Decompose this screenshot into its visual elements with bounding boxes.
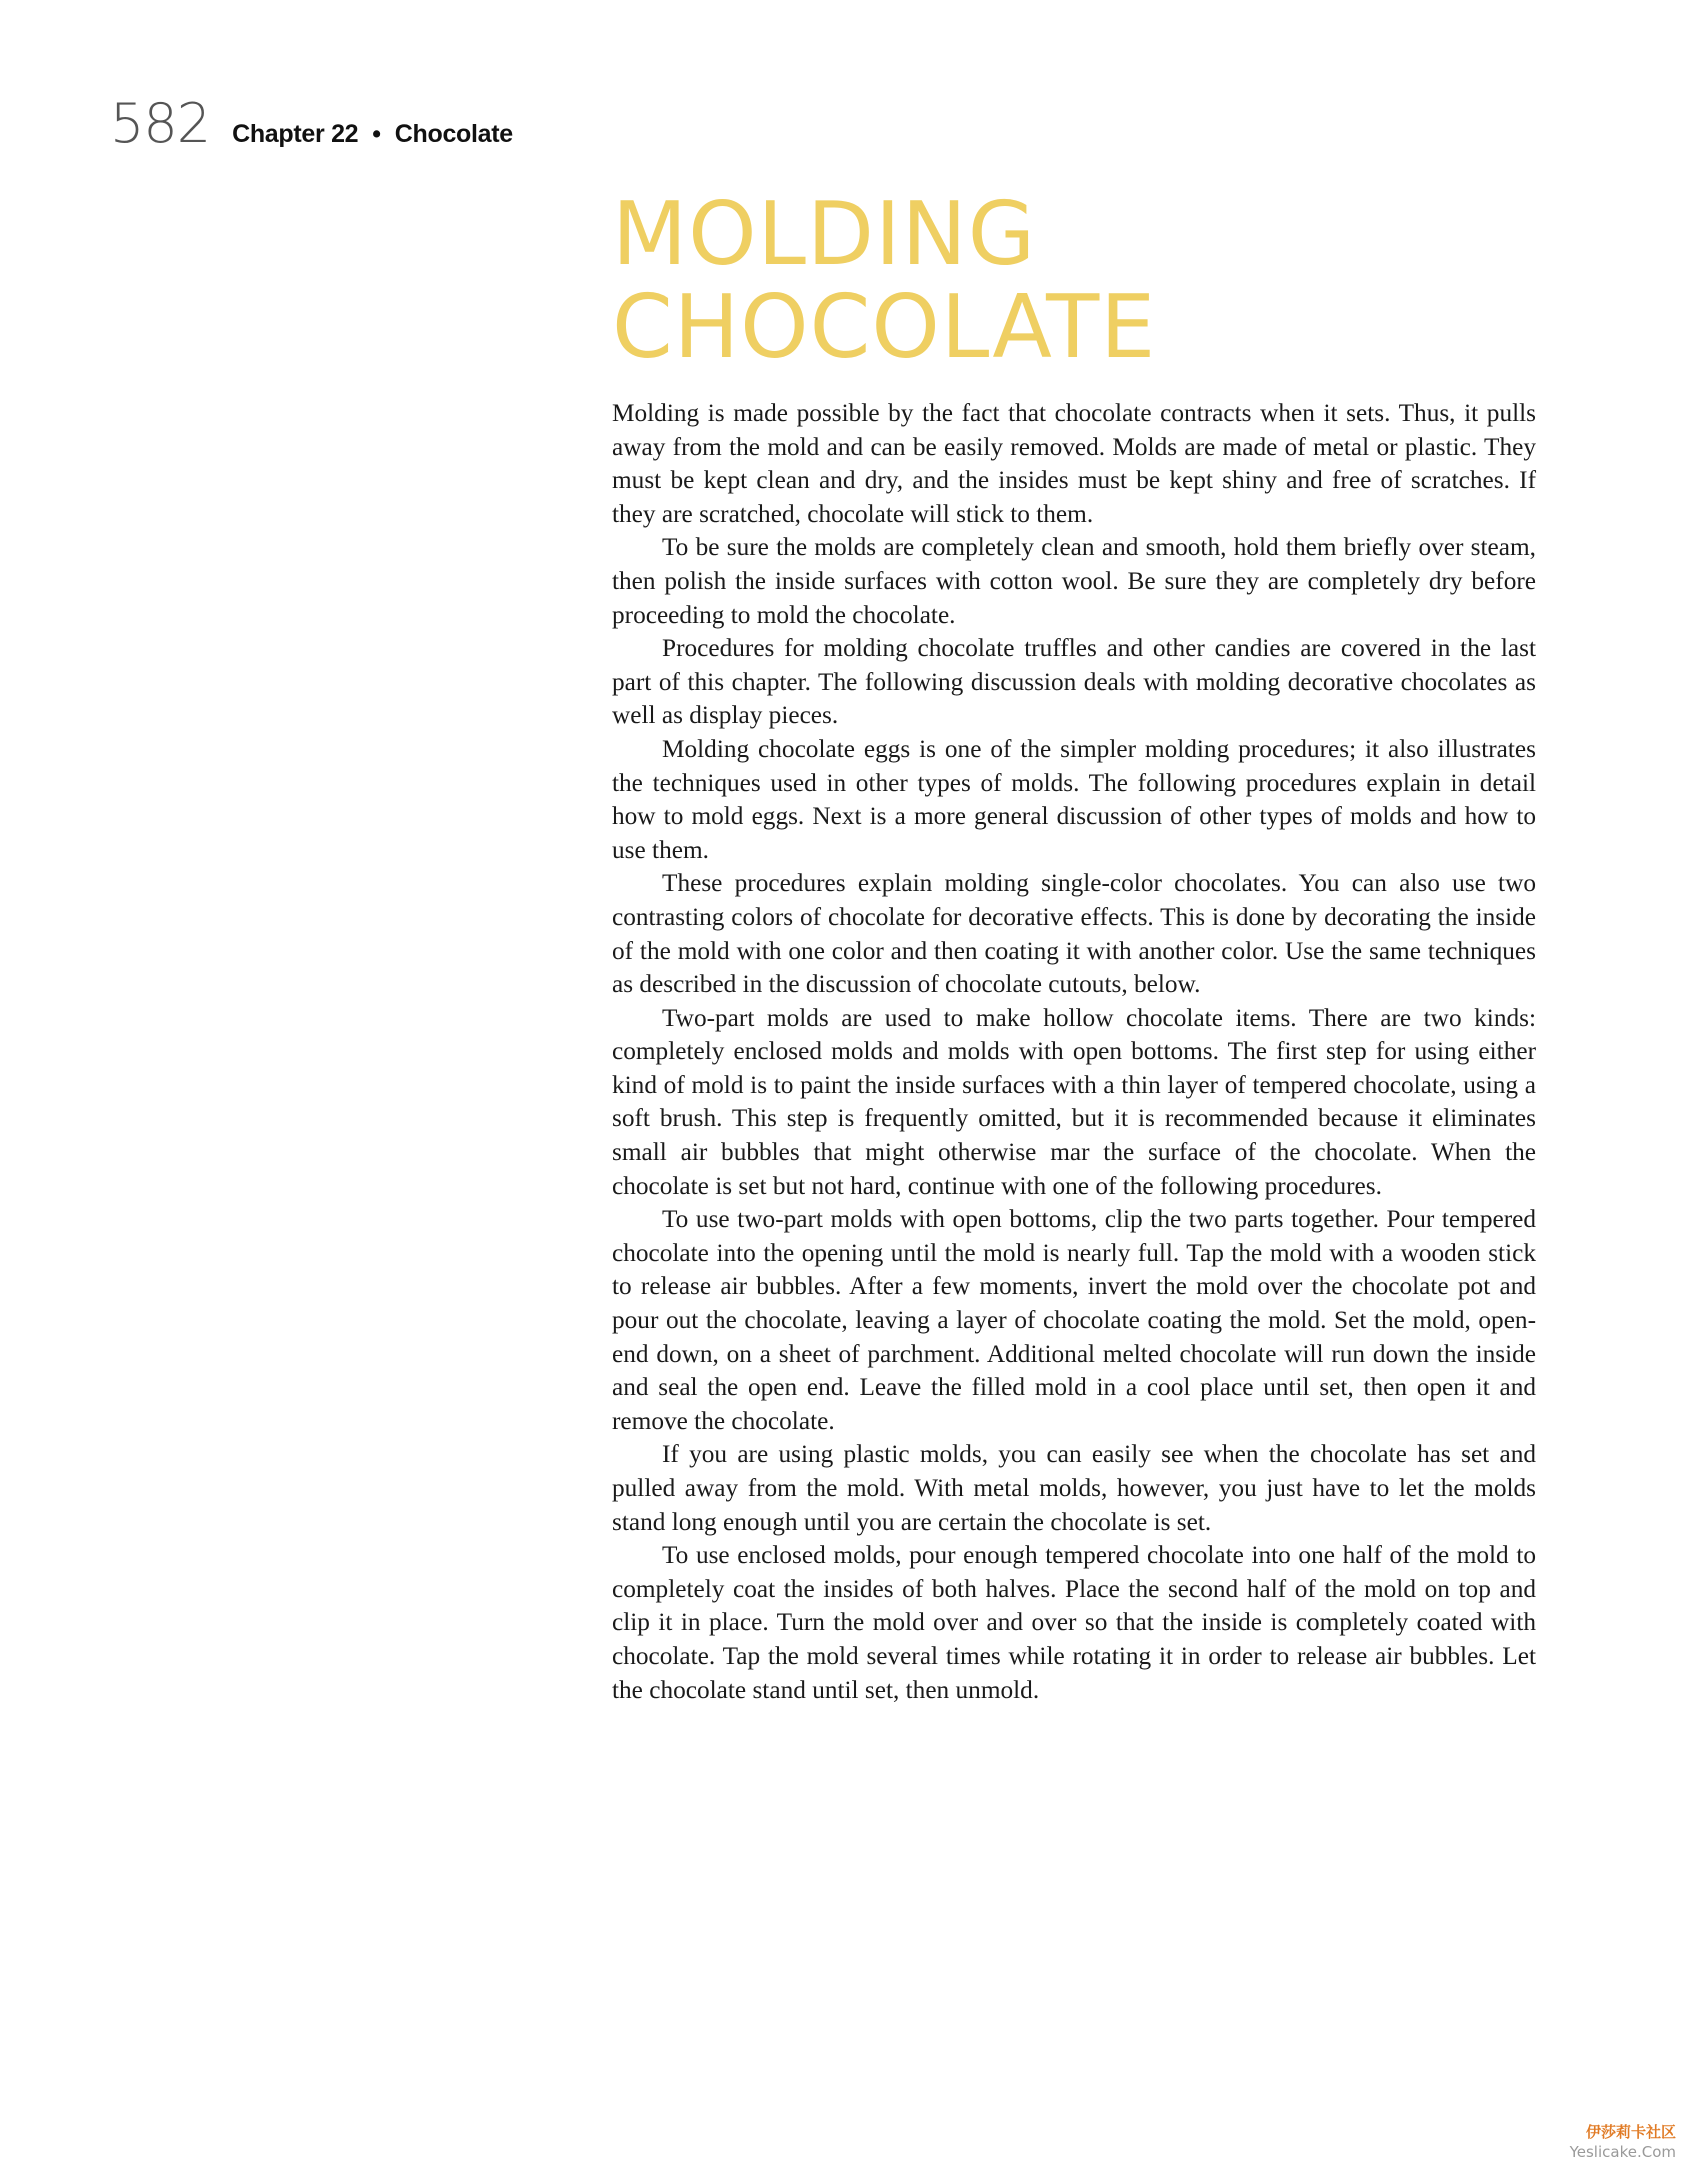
chapter-label: Chapter 22	[232, 120, 359, 148]
section-title-line-2: CHOCOLATE	[612, 276, 1157, 378]
paragraph-2: To be sure the molds are completely clean and smooth, hold them briefly over steam, then polish the inside surfaces with cotton wool. Be sure they are completely dry before proceeding to mold the chocolate.	[612, 533, 1536, 629]
paragraph-1: Molding is made possible by the fact that chocolate contracts when it sets. Thus, it pulls away from the mold and can be easily removed. Molds are made of metal or plastic. They must be kept clean and dry, and the insides must be kept shiny and free of scratches. If they are scratched, chocolate will stick to them.	[612, 399, 1536, 528]
chapter-heading	[232, 120, 513, 149]
running-head	[110, 92, 513, 155]
bullet-separator: •	[372, 120, 381, 148]
page-number: 582	[110, 92, 211, 155]
section-title	[612, 183, 1157, 378]
body-text	[612, 397, 1536, 1707]
paragraph-6: Two-part molds are used to make hollow chocolate items. There are two kinds: completely enclosed molds and molds with open bottoms. The first step for using either kind of mold is to paint the inside surfaces with a thin layer of tempered chocolate, using a soft brush. This step is frequently omitted, but it is recommended because it eliminates small air bubbles that might otherwise mar the surface of the chocolate. When the chocolate is set but not hard, continue with one of the following procedures.	[612, 1003, 1536, 1200]
chapter-title: Chocolate	[394, 120, 513, 148]
section-title-line-1: MOLDING	[612, 183, 1037, 285]
paragraph-5: These procedures explain molding single-color chocolates. You can also use two contrasting colors of chocolate for decorative effects. This is done by decorating the inside of the mold with one color and then coating it with another color. Use the same techniques as described in the discussion of chocolate cutouts, below.	[612, 869, 1536, 999]
watermark	[1570, 2122, 1676, 2162]
paragraph-4: Molding chocolate eggs is one of the simpler molding procedures; it also illustrates the techniques used in other types of molds. The following procedures explain in detail how to mold eggs. Next is a more general discussion of other types of molds and how to use them.	[612, 734, 1536, 864]
paragraph-9: To use enclosed molds, pour enough tempered chocolate into one half of the mold to completely coat the insides of both halves. Place the second half of the mold on top and clip it in place. Turn the mold over and over so that the inside is completely coated with chocolate. Tap the mold several times while rotating it in order to release air bubbles. Let the chocolate stand until set, then unmold.	[612, 1541, 1536, 1704]
paragraph-3: Procedures for molding chocolate truffles and other candies are covered in the last part of this chapter. The following discussion deals with molding decorative chocolates as well as display pieces.	[612, 634, 1536, 730]
watermark-chinese: 伊莎莉卡社区	[1585, 2123, 1676, 2141]
paragraph-8: If you are using plastic molds, you can easily see when the chocolate has set and pulled away from the mold. With metal molds, however, you just have to let the molds stand long enough until you are certain the chocolate is set.	[612, 1440, 1536, 1536]
watermark-site: Yeslicake.Com	[1569, 2143, 1676, 2161]
paragraph-7: To use two-part molds with open bottoms, clip the two parts together. Pour tempered chocolate into the opening until the mold is nearly full. Tap the mold with a wooden stick to release air bubbles. After a few moments, invert the mold over the chocolate pot and pour out the chocolate, leaving a layer of chocolate coating the mold. Set the mold, open-end down, on a sheet of parchment. Additional melted chocolate will run down the inside and seal the open end. Leave the filled mold in a cool place until set, then open it and remove the chocolate.	[612, 1205, 1536, 1435]
